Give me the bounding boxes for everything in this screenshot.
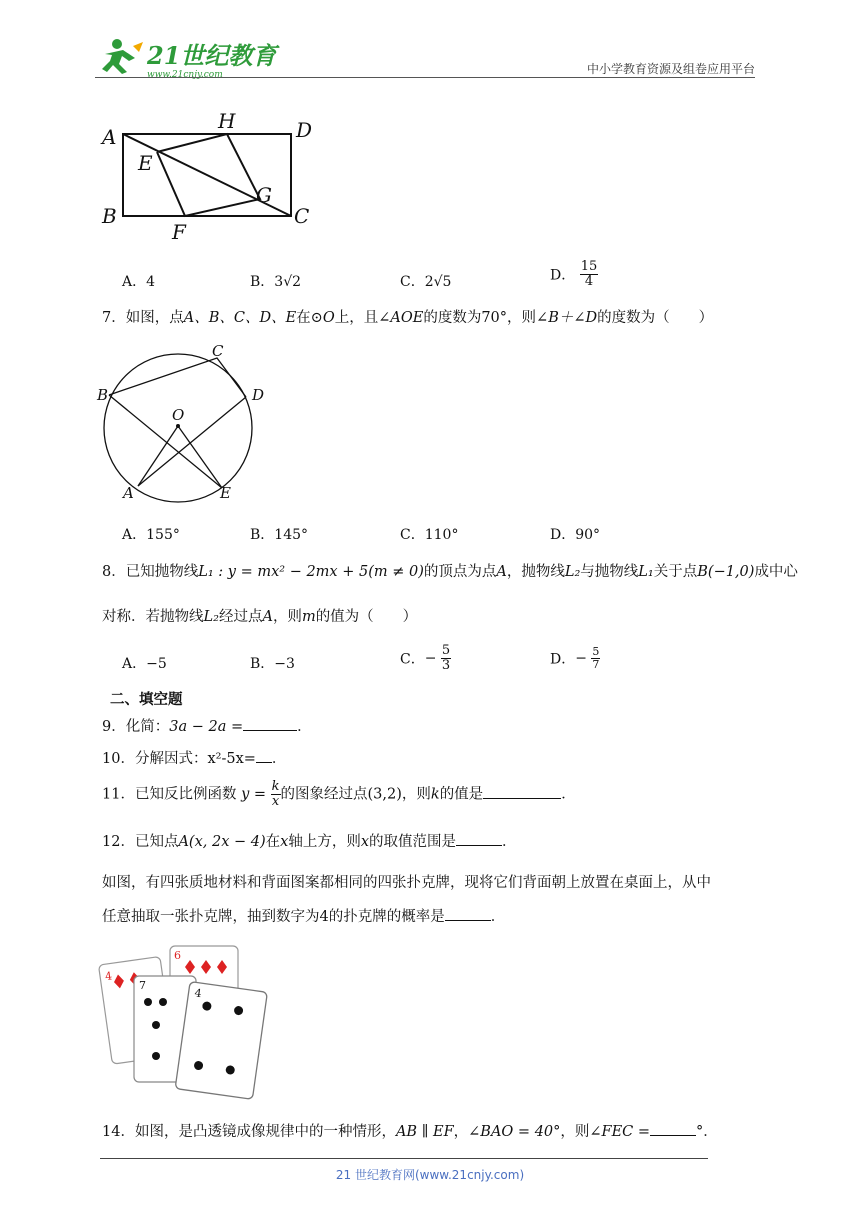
q7-option-d[interactable]: D．90° [550,527,601,543]
label-D: D [296,118,313,142]
q13-stem-line2: 任意抽取一张扑克牌，抽到数字为4的扑克牌的概率是 ． [102,906,505,928]
section-title-fill-in: 二、填空题 [110,692,183,708]
q6-option-a[interactable]: A．4 [122,274,156,290]
logo-text: 21世纪教育 [147,41,277,70]
svg-text:7: 7 [139,979,146,992]
q9-answer-blank[interactable] [243,716,297,731]
svg-text:4: 4 [104,969,114,984]
q9-stem: 9．化简：3a − 2a = ． [102,716,312,738]
svg-text:4: 4 [193,986,203,1001]
q10-stem: 10．分解因式：x²-5x= ． [102,748,286,770]
q7-option-c[interactable]: C．110° [400,527,459,543]
q6-option-b[interactable]: B．3√2 [250,274,302,290]
q7-stem: 7．如图，点A、B、C、D、E在⊙O上，且∠AOE的度数为70°，则∠B＋∠D的度数为（ ） [102,310,714,326]
q13-cards-figure [98,942,268,1106]
label-A: A [102,125,117,149]
label-B: B [97,386,109,404]
label-D: D [252,386,265,404]
card-4-spades [175,982,267,1100]
label-E: E [138,151,153,175]
q7-circle-figure [96,340,276,514]
label-H: H [218,109,236,133]
q7-option-a[interactable]: A．155° [122,527,180,543]
q13-answer-blank[interactable] [445,906,491,921]
q13-stem-line1: 如图，有四张质地材料和背面图案都相同的四张扑克牌，现将它们背面朝上放置在桌面上，从中 [102,875,711,891]
label-F: F [172,220,186,244]
label-B: B [102,204,117,228]
q12-stem: 12．已知点A(x, 2x − 4)在x轴上方，则x的取值范围是 ． [102,831,517,853]
footer-divider [100,1158,708,1159]
q6-rectangle-figure [98,104,328,248]
q11-answer-blank[interactable] [483,784,561,799]
q11-stem: 11．已知反比例函数 y = $\frac{k}{x}$ 的图象经过点(3,2)，则k的值是 ． [102,779,576,809]
q8-option-c[interactable]: C．− $\frac{5}{3}$ [400,643,451,673]
header-divider [95,77,755,78]
q8-option-a[interactable]: A．−5 [122,656,167,672]
q6-option-c[interactable]: C．2√5 [400,274,452,290]
label-O: O [172,406,185,424]
q7-option-b[interactable]: B．145° [250,527,309,543]
q14-answer-blank[interactable] [650,1121,696,1136]
q12-answer-blank[interactable] [456,831,502,846]
label-C: C [212,342,224,360]
q8-option-d[interactable]: D．− $\frac{5}{7}$ [550,645,600,671]
q6-option-d[interactable]: D． $\frac{15}{4}$ [550,259,598,289]
q10-answer-blank[interactable] [256,748,272,763]
site-logo [95,34,277,80]
footer-site-link[interactable]: 21 世纪教育网(www.21cnjy.com) [335,1168,525,1182]
logo-url: www.21cnjy.com [147,70,223,80]
q8-option-b[interactable]: B．−3 [250,656,295,672]
q14-stem: 14．如图，是凸透镜成像规律中的一种情形，AB ∥ EF，∠BAO = 40°，则∠FEC = °． [102,1121,718,1143]
q8-stem-line1: 8．已知抛物线L₁ : y = mx² − 2mx + 5(m ≠ 0)的顶点为点A，抛物线L₂与抛物线L₁关于点B(−1,0)成中心 [102,564,798,580]
q8-stem-line2: 对称．若抛物线L₂经过点A，则m的值为（ ） [102,609,418,625]
label-A: A [123,484,134,502]
svg-text:6: 6 [174,949,181,962]
header-platform-text: 中小学教育资源及组卷应用平台 [586,62,755,76]
label-E: E [220,484,231,502]
label-C: C [294,204,310,228]
label-G: G [256,183,272,207]
